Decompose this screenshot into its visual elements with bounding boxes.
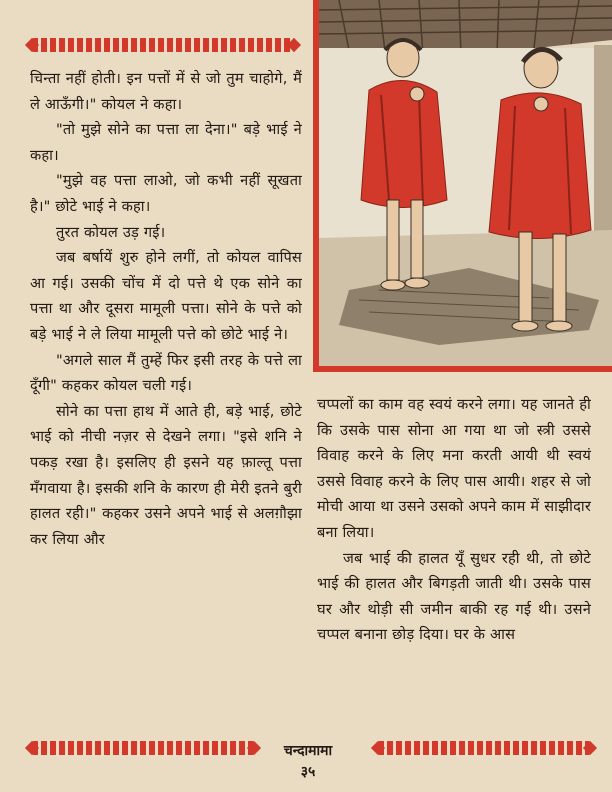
- paragraph: "तो मुझे सोने का पत्ता ला देना।" बड़े भाई ने कहा।: [30, 121, 302, 164]
- bottom-left-ornament-border: [32, 741, 254, 755]
- paragraph: जब भाई की हालत यूँ सुधर रही थी, तो छोटे भाई की हालत और बिगड़ती जाती थी। उसके पास घर और थोड़ी सी जमीन बाकी रह गई थी। उसने चप्पल बनाना छोड़ दिया। घर के आस: [317, 549, 591, 644]
- page-number: ३५: [300, 764, 316, 780]
- paragraph: चप्पलों का काम वह स्वयं करने लगा। यह जानते ही कि उसके पास सोना आ गया था जो स्त्री उससे विवाह करने के लिए मना करती आयी थी स्वयं उससे विवाह करने के लिए पास आयी। शहर से जो मोची आया था उसने उसको अपने काम में साझीदार बना लिया।: [317, 396, 591, 541]
- paragraph: तुरत कोयल उड़ गई।: [56, 223, 166, 241]
- two-brothers-drawing: [319, 0, 612, 366]
- story-illustration: [313, 0, 612, 372]
- paragraph: "अगले साल मैं तुम्हें फिर इसी तरह के पत्ते ला दूँगी" कहकर कोयल चली गई।: [30, 351, 302, 395]
- paragraph: सोने का पत्ता हाथ में आते ही, बड़े भाई, छोटे भाई को नीची नज़र से देखने लगा। "इसे शनि ने पकड़ रखा है। इसलिए ही इसने यह फ़ाल्तू पत्ता मँगवाया है। इसकी शनि के कारण ही मेरी इतने बुरी हालत रही।" कहकर उसने अपने भाई से अलग़ौझा कर लिया और: [30, 402, 302, 548]
- paragraph: चिन्ता नहीं होती। इन पत्तों में से जो तुम चाहोगे, मैं ले आऊँगी।" कोयल ने कहा।: [30, 70, 302, 113]
- magazine-title: चन्दामामा: [283, 743, 333, 759]
- right-text-column: [317, 392, 591, 648]
- top-left-ornament-border: [32, 38, 294, 52]
- left-text-column: [30, 66, 302, 552]
- paragraph: जब बर्षायें शुरु होने लगीं, तो कोयल वापिस आ गई। उसकी चोंच में दो पत्ते थे एक सोने का पत्ता था और दूसरा मामूली पत्ता। सोने के पत्ते को बड़े भाई ने ले लिया मामूली पत्ते को छोटे भाई ने।: [30, 249, 302, 343]
- paragraph: "मुझे वह पत्ता लाओ, जो कभी नहीं सूखता है।" छोटे भाई ने कहा।: [30, 172, 302, 215]
- bottom-right-ornament-border: [378, 741, 590, 755]
